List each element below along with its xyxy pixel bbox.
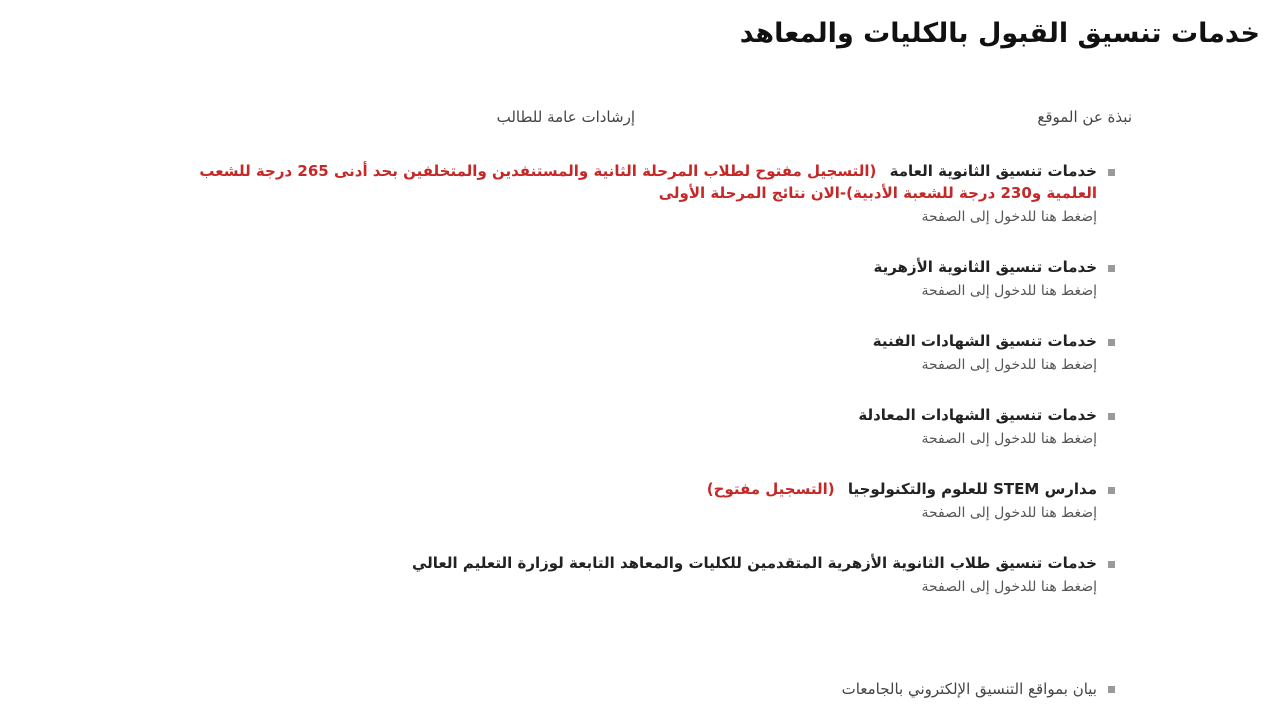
square-bullet-icon [1108,686,1115,693]
service-title: خدمات تنسيق الثانوية العامة [889,162,1097,180]
service-item-technical-certificates [155,330,1115,376]
service-heading [155,478,1097,500]
page-title: خدمات تنسيق القبول بالكليات والمعاهد [739,18,1260,49]
square-bullet-icon [1108,339,1115,346]
square-bullet-icon [1108,413,1115,420]
about-site-link[interactable]: نبذة عن الموقع [1037,108,1132,126]
enter-page-link[interactable]: إضغط هنا للدخول إلى الصفحة [921,209,1097,225]
statement-label: بيان بمواقع التنسيق الإلكتروني بالجامعات [841,680,1097,698]
services-list [155,160,1115,626]
square-bullet-icon [1108,487,1115,494]
service-title: خدمات تنسيق الثانوية الأزهرية [873,258,1097,276]
square-bullet-icon [1108,169,1115,176]
square-bullet-icon [1108,561,1115,568]
enter-page-link[interactable]: إضغط هنا للدخول إلى الصفحة [921,357,1097,373]
service-heading [155,160,1097,204]
service-title: مدارس STEM للعلوم والتكنولوجيا [847,480,1097,498]
service-title: خدمات تنسيق الشهادات المعادلة [858,406,1097,424]
registration-notice: (التسجيل مفتوح) [706,480,835,498]
service-heading [155,404,1097,426]
service-item-azhar-higher-education [155,552,1115,598]
registration-notice: (التسجيل مفتوح لطلاب المرحلة الثانية والمستنفدين والمتخلفين بحد أدنى 265 درجة للشعب العلمية و230 درجة للشعبة الأدبية)-الان نتائج المرحلة الأولى [199,162,1097,202]
service-title: خدمات تنسيق الشهادات الفنية [872,332,1097,350]
service-title: خدمات تنسيق طلاب الثانوية الأزهرية المتقدمين للكليات والمعاهد التابعة لوزارة التعليم العالي [411,554,1097,572]
service-item-general-secondary [155,160,1115,228]
enter-page-link[interactable]: إضغط هنا للدخول إلى الصفحة [921,579,1097,595]
universities-statement-link[interactable] [842,680,1115,698]
enter-page-link[interactable]: إضغط هنا للدخول إلى الصفحة [921,505,1097,521]
square-bullet-icon [1108,265,1115,272]
service-item-stem-schools [155,478,1115,524]
service-item-equivalent-certificates [155,404,1115,450]
service-heading [155,330,1097,352]
service-heading [155,552,1097,574]
student-guidance-link[interactable]: إرشادات عامة للطالب [496,108,635,126]
enter-page-link[interactable]: إضغط هنا للدخول إلى الصفحة [921,283,1097,299]
enter-page-link[interactable]: إضغط هنا للدخول إلى الصفحة [921,431,1097,447]
service-item-azhar-secondary [155,256,1115,302]
service-heading [155,256,1097,278]
